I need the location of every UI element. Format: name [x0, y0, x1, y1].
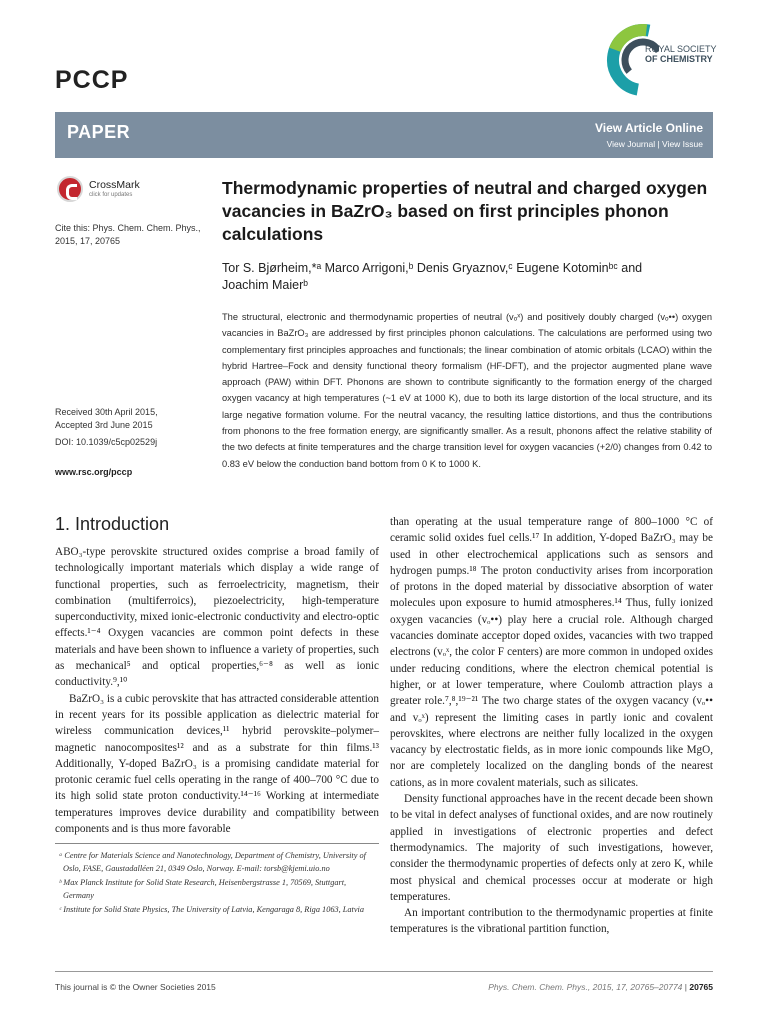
rsc-logo-text — [645, 44, 717, 64]
view-article-online-link[interactable]: View Article Online — [594, 121, 703, 135]
intro-paragraph-1: ABO₃-type perovskite structured oxides comprise a broad family of technologically important materials which display a wide range of functional properties, such as ferroelectricity, magnetism, their combination (multiferroics), piezoelectricity, high-temperature superconductivity, mixed ionic-electronic conductivity and electro-optic effects.¹⁻⁴ Oxygen vacancies are common point defects in these materials and have been shown to influence a variety of properties, such as mechanical⁵ and optical properties,⁶⁻⁸ as well as ionic conductivity.⁹,¹⁰ — [55, 546, 379, 689]
crossmark-button[interactable] — [57, 176, 177, 204]
intro-paragraph-5: An important contribution to the thermodynamic properties at finite temperatures is the vibrational partition function, — [390, 907, 713, 936]
rsc-line1: ROYAL SOCIETY — [645, 44, 717, 54]
author-list: Tor S. Bjørheim,*ᵃ Marco Arrigoni,ᵇ Denis Gryaznov,ᶜ Eugene Kotominᵇᶜ and Joachim Maierᵇ — [222, 261, 643, 292]
citation: Cite this: Phys. Chem. Chem. Phys., 2015, 17, 20765 — [55, 223, 201, 246]
section-heading-introduction: 1. Introduction — [55, 514, 170, 534]
banner-links — [607, 139, 703, 149]
crossmark-icon — [57, 176, 83, 202]
body-column-left — [55, 544, 379, 837]
journal-name: PCCP — [55, 66, 129, 94]
page-number: 20765 — [689, 982, 713, 992]
dates — [55, 406, 158, 431]
view-issue-link[interactable]: View Issue — [662, 139, 703, 149]
accepted-date: Accepted 3rd June 2015 — [55, 419, 153, 430]
footer-journal-ref — [488, 982, 713, 992]
received-date: Received 30th April 2015, — [55, 407, 158, 417]
affiliation-c: ᶜ Institute for Solid State Physics, The University of Latvia, Kengaraga 8, Riga 1063, Latvia — [59, 904, 364, 914]
view-journal-link[interactable]: View Journal — [606, 139, 656, 149]
intro-paragraph-4: Density functional approaches have in the recent decade been shown to be vital in defect analyses of functional oxides, and are now routinely applied in investigations of electronic properties and defect thermodynamics. The majority of such investigations, however, consider the thermodynamic properties of defects only at zero K, while most physical and chemical processes occur at moderate or high temperatures. — [390, 793, 713, 903]
intro-paragraph-2: BaZrO₃ is a cubic perovskite that has attracted considerable attention in recent years for its possible application as dielectric material for wireless communication devices,¹¹ hybrid perovskite–polymer–magnetic nanocomposites¹² and as a substrate for thin films.¹³ Additionally, Y-doped BaZrO₃ is a promising candidate material for protonic ceramic fuel cells operating in the range of 400–700 °C due to its high solid state proton conductivity.¹⁴⁻¹⁶ Working at intermediate temperatures improves device durability and compatibility between components and is thus more favorable — [55, 692, 379, 836]
rsc-line2: OF CHEMISTRY — [645, 54, 713, 64]
journal-url-link[interactable]: www.rsc.org/pccp — [55, 467, 133, 477]
footer-separator: | — [682, 982, 690, 992]
affiliations — [55, 849, 379, 916]
intro-paragraph-3: than operating at the usual temperature range of 800–1000 °C of ceramic solid oxides fuel cells.¹⁷ In addition, Y-doped BaZrO₃ may be used in other electrochemical applications such as sensors and hydrogen pumps.¹⁸ The proton conductivity arises from incorporation of protons in the doped material by dissociative absorption of water molecules upon exposure to humid atmospheres.¹⁴ Thus, fully ionized oxygen vacancies (vₒ••) play here a crucial role. Although charged vacancies dominate acceptor doped oxides, vacancies with two trapped electrons (vₒˣ, the color F centers) are more common in undoped oxides under reducing conditions, where the electron chemical potential is higher, or at lower temperature, where Coulomb attraction plays a greater role.⁷,⁸,¹⁹⁻²¹ The two charge states of the oxygen vacancy (vₒ•• and vₒˣ) represent the limiting cases in partly ionic and covalent perovskites, where electrons are neither fully localized in the oxygen vacancy by electrostatic fields, as in more ionic compounds like MgO, nor are completely localized on the dangling bonds of the nearest cations, as in more covalent materials, such as silicates. — [390, 516, 713, 789]
crossmark-sublabel: click for updates — [89, 192, 133, 198]
affiliation-b: ᵇ Max Planck Institute for Solid State Research, Heisenbergstrasse 1, 70569, Stuttgart, Germany — [59, 877, 347, 901]
article-type: PAPER — [67, 122, 131, 142]
footer-divider — [55, 971, 713, 972]
affiliation-a: ᵃ Centre for Materials Science and Nanotechnology, Department of Chemistry, University of Oslo, FASE, Gaustadalléen 21, 0349 Oslo, Norway. E-mail: torsb@kjemi.uio.no — [59, 851, 366, 874]
rsc-logo-icon — [603, 22, 659, 112]
article-title: Thermodynamic properties of neutral and charged oxygen vacancies in BaZrO₃ based on first principles phonon calculations — [222, 178, 708, 244]
article-type-banner — [55, 112, 713, 158]
copyright-notice: This journal is © the Owner Societies 2015 — [55, 982, 216, 992]
doi-link[interactable]: DOI: 10.1039/c5cp02529j — [55, 437, 158, 447]
crossmark-label: CrossMark — [89, 179, 140, 191]
body-column-right — [390, 514, 713, 938]
abstract: The structural, electronic and thermodynamic properties of neutral (vₒˣ) and positively doubly charged (vₒ••) oxygen vacancies in BaZrO₃ are addressed by first principles phonon calculations. The calculations are performed using two complementary first principles approaches and functionals; the linear combination of atomic orbitals (LCAO) within the hybrid Hartree–Fock and density functional theory formalism (HF-DFT), and the projector augmented plane wave approach (PAW) within DFT. Phonons are shown to contribute significantly to the formation energy of the charged oxygen vacancy at high temperatures (~1 eV at 1000 K), due to both its large distortion of the local structure, and its large negative formation volume. For the neutral vacancy, the resulting lattice distortions, and thus the contributions from phonons to the free formation energy, are significantly smaller. As a result, phonons affect the relative stability of the two defects at finite temperatures and the charge transition level for oxygen vacancies (+2/0) changes from 0.42 to 0.83 eV below the conduction band bottom from 0 K to 1000 K. — [222, 312, 712, 469]
affiliation-divider — [55, 843, 379, 844]
link-separator: | — [655, 139, 663, 149]
journal-reference: Phys. Chem. Chem. Phys., 2015, 17, 20765–20774 — [488, 982, 683, 992]
